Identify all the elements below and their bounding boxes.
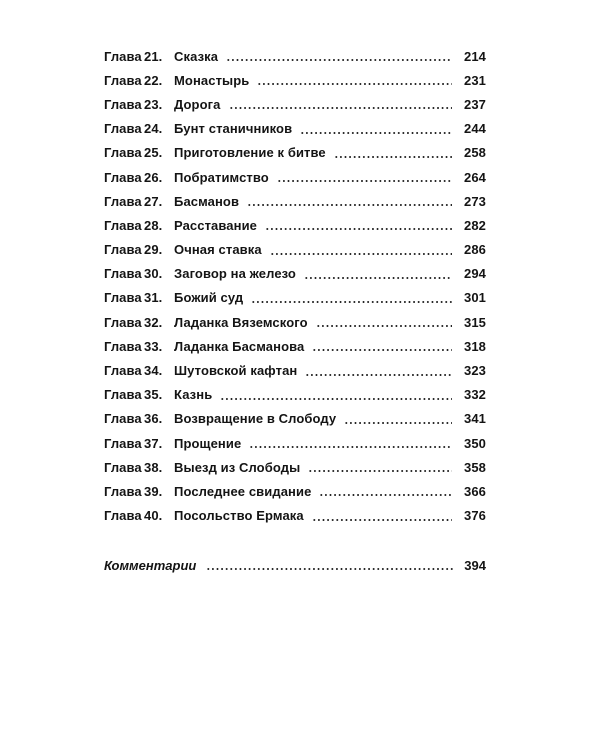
toc-leader-dots [229, 107, 453, 109]
toc-chapter-title: Монастырь [174, 72, 250, 88]
toc-page-number: 237 [464, 96, 486, 112]
toc-page-number: 258 [464, 145, 486, 161]
toc-chapter-title: Басманов [174, 193, 240, 209]
toc-page-number: 376 [464, 508, 486, 524]
toc-chapter-number: 23. [144, 96, 163, 112]
toc-chapter-word: Глава [104, 242, 142, 258]
toc-chapter-number: 26. [144, 169, 163, 185]
toc-chapter-title: Сказка [174, 48, 219, 64]
toc-entry [104, 92, 486, 116]
toc-entry [104, 44, 486, 68]
toc-chapter-word: Глава [104, 72, 142, 88]
toc-chapter-word: Глава [104, 193, 142, 209]
toc-chapter-title: Приготовление к битве [174, 145, 326, 161]
toc-chapter-number: 34. [144, 363, 163, 379]
toc-leader-dots [270, 253, 452, 255]
toc-chapter-title: Очная ставка [174, 242, 262, 258]
toc-leader-dots [312, 519, 452, 521]
toc-comments-title: Комментарии [104, 557, 197, 573]
toc-leader-dots [344, 422, 452, 424]
toc-chapter-number: 24. [144, 121, 163, 137]
toc-entry [104, 165, 486, 189]
toc-chapter-title: Последнее свидание [174, 483, 312, 499]
toc-chapter-number: 37. [144, 435, 163, 451]
toc-leader-dots [220, 398, 452, 400]
table-of-contents [104, 44, 486, 528]
toc-chapter-title: Ладанка Басманова [174, 338, 305, 354]
toc-chapter-title: Выезд из Слободы [174, 459, 301, 475]
toc-entry [104, 431, 486, 455]
toc-chapter-word: Глава [104, 48, 142, 64]
toc-chapter-number: 32. [144, 314, 163, 330]
toc-chapter-number: 39. [144, 483, 163, 499]
toc-page-number: 350 [464, 435, 486, 451]
toc-chapter-number: 30. [144, 266, 163, 282]
toc-leader-dots [305, 374, 452, 376]
toc-chapter-word: Глава [104, 266, 142, 282]
toc-leader-dots [277, 180, 452, 182]
toc-leader-dots [308, 470, 452, 472]
toc-chapter-title: Божий суд [174, 290, 244, 306]
toc-leader-dots [249, 446, 452, 448]
toc-entry [104, 358, 486, 382]
toc-chapter-title: Ладанка Вяземского [174, 314, 308, 330]
toc-chapter-word: Глава [104, 483, 142, 499]
toc-chapter-title: Заговор на железо [174, 266, 296, 282]
toc-entry [104, 455, 486, 479]
toc-page-number: 318 [464, 338, 486, 354]
toc-page-number: 244 [464, 121, 486, 137]
toc-chapter-title: Посольство Ермака [174, 508, 304, 524]
toc-leader-dots [304, 277, 452, 279]
toc-leader-dots [300, 132, 452, 134]
toc-entry [104, 68, 486, 92]
toc-chapter-word: Глава [104, 290, 142, 306]
toc-chapter-number: 35. [144, 387, 163, 403]
toc-entry [104, 189, 486, 213]
toc-chapter-word: Глава [104, 508, 142, 524]
toc-chapter-title: Расставание [174, 217, 258, 233]
toc-page-number: 214 [464, 48, 486, 64]
toc-leader-dots [319, 494, 452, 496]
toc-entry [104, 262, 486, 286]
toc-chapter-title: Казнь [174, 387, 213, 403]
toc-chapter-word: Глава [104, 96, 142, 112]
toc-leader-dots [316, 325, 452, 327]
toc-chapter-word: Глава [104, 363, 142, 379]
toc-entry [104, 504, 486, 528]
toc-page-number: 264 [464, 169, 486, 185]
toc-leader-dots [334, 156, 452, 158]
toc-leader-dots [251, 301, 452, 303]
toc-chapter-word: Глава [104, 435, 142, 451]
toc-chapter-number: 33. [144, 338, 163, 354]
toc-page-number: 341 [464, 411, 486, 427]
toc-entry [104, 238, 486, 262]
toc-chapter-word: Глава [104, 387, 142, 403]
toc-page-number: 231 [464, 72, 486, 88]
toc-page-number: 315 [464, 314, 486, 330]
toc-leader-dots [247, 204, 452, 206]
toc-leader-dots [257, 83, 452, 85]
toc-entry [104, 310, 486, 334]
toc-leader-dots [312, 349, 452, 351]
toc-chapter-number: 21. [144, 48, 163, 64]
toc-chapter-number: 38. [144, 459, 163, 475]
toc-chapter-title: Возвращение в Слободу [174, 411, 337, 427]
toc-entry-comments [104, 553, 486, 577]
toc-chapter-word: Глава [104, 411, 142, 427]
toc-leader-dots [226, 59, 452, 61]
toc-chapter-number: 22. [144, 72, 163, 88]
toc-chapter-word: Глава [104, 217, 142, 233]
toc-entry [104, 213, 486, 237]
toc-chapter-word: Глава [104, 121, 142, 137]
toc-entry [104, 286, 486, 310]
toc-page-number: 332 [464, 387, 486, 403]
toc-chapter-word: Глава [104, 169, 142, 185]
toc-chapter-word: Глава [104, 459, 142, 475]
toc-chapter-title: Шутовской кафтан [174, 363, 298, 379]
toc-page-number: 358 [464, 459, 486, 475]
toc-chapter-title: Бунт станичников [174, 121, 293, 137]
toc-page-number: 294 [464, 266, 486, 282]
toc-chapter-title: Дорога [174, 96, 221, 112]
toc-chapter-number: 36. [144, 411, 163, 427]
toc-entry [104, 479, 486, 503]
toc-page-number: 323 [464, 363, 486, 379]
toc-chapter-word: Глава [104, 145, 142, 161]
toc-entry [104, 141, 486, 165]
toc-chapter-word: Глава [104, 314, 142, 330]
toc-chapter-number: 28. [144, 217, 163, 233]
toc-chapter-number: 29. [144, 242, 163, 258]
toc-entry [104, 334, 486, 358]
toc-chapter-title: Прощение [174, 435, 242, 451]
toc-chapter-number: 25. [144, 145, 163, 161]
toc-chapter-number: 27. [144, 193, 163, 209]
toc-chapter-word: Глава [104, 338, 142, 354]
toc-page-number: 394 [464, 557, 486, 573]
toc-page-number: 286 [464, 242, 486, 258]
toc-chapter-title: Побратимство [174, 169, 269, 185]
toc-leader-dots [206, 568, 454, 570]
toc-page-number: 301 [464, 290, 486, 306]
toc-page-number: 273 [464, 193, 486, 209]
toc-entry [104, 383, 486, 407]
toc-leader-dots [265, 228, 452, 230]
toc-chapter-number: 40. [144, 508, 163, 524]
toc-chapter-number: 31. [144, 290, 163, 306]
toc-entry [104, 117, 486, 141]
toc-page-number: 366 [464, 483, 486, 499]
toc-entry [104, 407, 486, 431]
toc-page-number: 282 [464, 217, 486, 233]
